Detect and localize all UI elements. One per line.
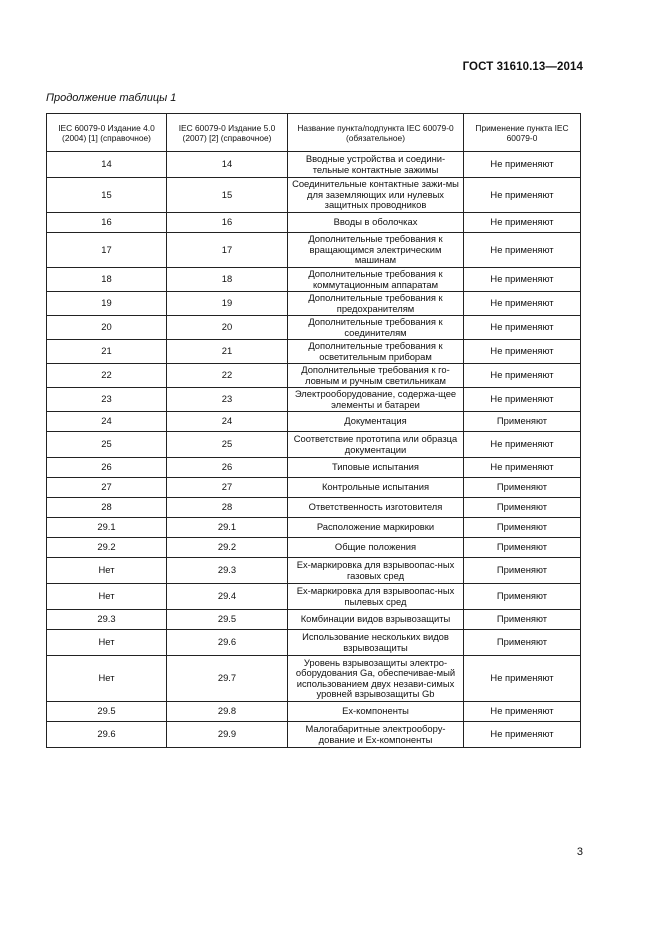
cell-clause-name: Дополнительные требования к осветительным приборам [288,340,464,364]
cell-clause-name: Документация [288,412,464,432]
cell-edition-4: Нет [47,630,167,656]
cell-edition-4: Нет [47,656,167,702]
table-row [47,292,581,316]
cell-edition-4: 27 [47,478,167,498]
cell-clause-name: Дополнительные требования к коммутационным аппаратам [288,268,464,292]
cell-applicability: Применяют [464,518,581,538]
cell-clause-name: Соединительные контактные зажи-мы для заземляющих или нулевых защитных проводников [288,178,464,213]
cell-edition-5: 20 [167,316,288,340]
table-row [47,340,581,364]
cell-applicability: Не применяют [464,292,581,316]
cell-edition-4: 17 [47,233,167,268]
cell-edition-5: 29.9 [167,722,288,748]
standards-table [46,113,581,748]
table-row [47,558,581,584]
cell-clause-name: Дополнительные требования к соединителям [288,316,464,340]
cell-edition-4: 29.6 [47,722,167,748]
cell-edition-4: 28 [47,498,167,518]
cell-clause-name: Соответствие прототипа или образца документации [288,432,464,458]
cell-edition-5: 29.8 [167,702,288,722]
cell-edition-5: 19 [167,292,288,316]
cell-applicability: Не применяют [464,268,581,292]
cell-applicability: Не применяют [464,458,581,478]
table-row [47,538,581,558]
cell-clause-name: Ex-маркировка для взрывоопас-ных пылевых сред [288,584,464,610]
cell-edition-5: 22 [167,364,288,388]
cell-edition-5: 23 [167,388,288,412]
cell-edition-5: 29.1 [167,518,288,538]
cell-edition-4: 19 [47,292,167,316]
table-row [47,478,581,498]
cell-clause-name: Дополнительные требования к вращающимся электрическим машинам [288,233,464,268]
document-standard-code: ГОСТ 31610.13—2014 [462,61,583,73]
cell-edition-5: 28 [167,498,288,518]
table-row [47,630,581,656]
table-row [47,152,581,178]
table-row [47,412,581,432]
cell-applicability: Не применяют [464,340,581,364]
table-row [47,458,581,478]
cell-applicability: Применяют [464,412,581,432]
cell-edition-4: 16 [47,213,167,233]
cell-edition-5: 26 [167,458,288,478]
table-row [47,656,581,702]
table-caption: Продолжение таблицы 1 [46,92,177,104]
cell-edition-5: 29.7 [167,656,288,702]
cell-edition-4: Нет [47,558,167,584]
cell-applicability: Не применяют [464,364,581,388]
table-row [47,178,581,213]
table-row [47,316,581,340]
cell-edition-5: 29.4 [167,584,288,610]
cell-applicability: Не применяют [464,233,581,268]
table-body [47,152,581,748]
cell-clause-name: Комбинации видов взрывозащиты [288,610,464,630]
cell-edition-4: 14 [47,152,167,178]
cell-edition-4: Нет [47,584,167,610]
cell-edition-5: 17 [167,233,288,268]
cell-clause-name: Ex-компоненты [288,702,464,722]
cell-applicability: Применяют [464,610,581,630]
cell-edition-4: 29.2 [47,538,167,558]
cell-edition-5: 29.5 [167,610,288,630]
cell-edition-4: 29.3 [47,610,167,630]
cell-clause-name: Ex-маркировка для взрывоопас-ных газовых сред [288,558,464,584]
cell-clause-name: Уровень взрывозащиты электро-оборудования Ga, обеспечивае-мый использованием двух незави-симых уровней взрывозащиты Gb [288,656,464,702]
cell-clause-name: Дополнительные требования к предохранителям [288,292,464,316]
cell-applicability: Не применяют [464,722,581,748]
cell-applicability: Применяют [464,584,581,610]
cell-applicability: Применяют [464,498,581,518]
cell-edition-5: 27 [167,478,288,498]
cell-clause-name: Общие положения [288,538,464,558]
cell-applicability: Не применяют [464,388,581,412]
cell-clause-name: Электрооборудование, содержа-щее элементы и батареи [288,388,464,412]
cell-edition-5: 29.2 [167,538,288,558]
header-edition-5: IEC 60079-0 Издание 5.0 (2007) [2] (справочное) [167,114,288,152]
cell-edition-5: 29.6 [167,630,288,656]
cell-applicability: Не применяют [464,178,581,213]
table-row [47,364,581,388]
table-row [47,213,581,233]
cell-edition-5: 25 [167,432,288,458]
cell-applicability: Не применяют [464,432,581,458]
page-number: 3 [576,846,583,858]
cell-edition-5: 21 [167,340,288,364]
cell-edition-4: 29.5 [47,702,167,722]
table-header-row [47,114,581,152]
cell-applicability: Не применяют [464,656,581,702]
cell-clause-name: Вводные устройства и соедини-тельные контактные зажимы [288,152,464,178]
cell-edition-5: 14 [167,152,288,178]
table-row [47,610,581,630]
cell-edition-4: 26 [47,458,167,478]
cell-applicability: Не применяют [464,702,581,722]
table-row [47,388,581,412]
cell-applicability: Применяют [464,630,581,656]
cell-edition-4: 23 [47,388,167,412]
cell-edition-5: 24 [167,412,288,432]
table-row [47,722,581,748]
cell-clause-name: Вводы в оболочках [288,213,464,233]
cell-edition-4: 25 [47,432,167,458]
cell-edition-4: 15 [47,178,167,213]
cell-clause-name: Дополнительные требования к го-ловным и ручным светильникам [288,364,464,388]
cell-applicability: Не применяют [464,213,581,233]
cell-clause-name: Ответственность изготовителя [288,498,464,518]
cell-edition-5: 29.3 [167,558,288,584]
cell-edition-4: 21 [47,340,167,364]
cell-edition-4: 24 [47,412,167,432]
cell-applicability: Применяют [464,478,581,498]
header-edition-4: IEC 60079-0 Издание 4.0 (2004) [1] (справочное) [47,114,167,152]
header-applicability: Применение пункта IEC 60079-0 [464,114,581,152]
table-row [47,702,581,722]
cell-clause-name: Малогабаритные электрообору-дование и Ex-компоненты [288,722,464,748]
cell-applicability: Применяют [464,538,581,558]
header-clause-name: Название пункта/подпункта IEC 60079-0 (обязательное) [288,114,464,152]
table-row [47,268,581,292]
table-row [47,233,581,268]
cell-applicability: Не применяют [464,316,581,340]
cell-edition-4: 22 [47,364,167,388]
cell-edition-5: 18 [167,268,288,292]
cell-edition-4: 18 [47,268,167,292]
cell-clause-name: Типовые испытания [288,458,464,478]
cell-clause-name: Контрольные испытания [288,478,464,498]
cell-clause-name: Использование нескольких видов взрывозащиты [288,630,464,656]
cell-edition-5: 15 [167,178,288,213]
table-row [47,518,581,538]
table-row [47,432,581,458]
cell-edition-4: 29.1 [47,518,167,538]
cell-applicability: Не применяют [464,152,581,178]
table-row [47,584,581,610]
cell-clause-name: Расположение маркировки [288,518,464,538]
cell-applicability: Применяют [464,558,581,584]
cell-edition-4: 20 [47,316,167,340]
table-row [47,498,581,518]
cell-edition-5: 16 [167,213,288,233]
